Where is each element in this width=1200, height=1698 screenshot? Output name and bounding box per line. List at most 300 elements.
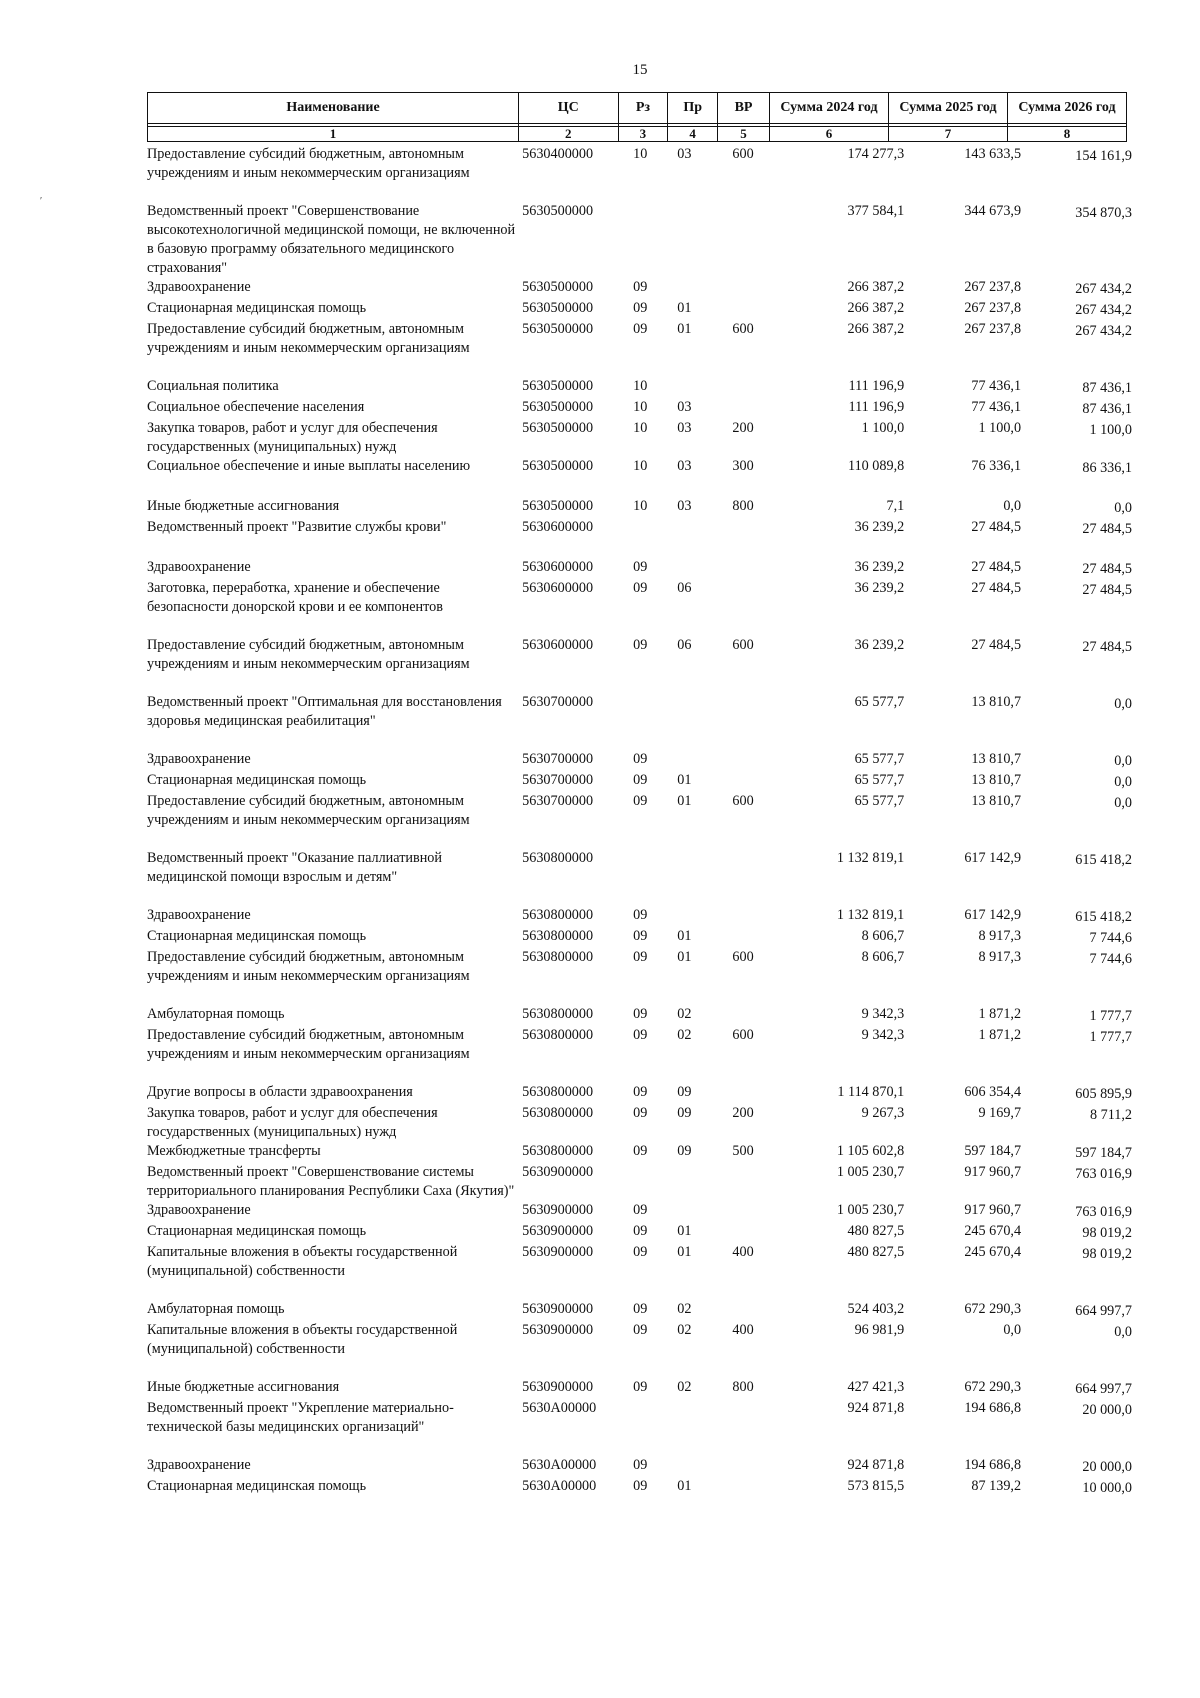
row-pr-code: 01 [677, 793, 692, 809]
row-vr-code: 300 [732, 458, 754, 474]
row-sum-2024: 924 871,8 [847, 1400, 905, 1416]
row-spacer [147, 986, 1132, 1005]
row-name: Ведомственный проект "Укрепление материально-технической базы медицинских организаций" [147, 1400, 454, 1435]
table-row [147, 419, 1132, 457]
row-sum-2026: 763 016,9 [1075, 1204, 1132, 1220]
row-sum-2026: 10 000,0 [1082, 1480, 1132, 1496]
row-pr-code: 03 [677, 420, 692, 436]
row-rz-code: 09 [633, 1457, 648, 1473]
row-sum-2024: 65 577,7 [854, 694, 905, 710]
row-sum-2025: 8 917,3 [978, 949, 1022, 965]
row-pr-code: 03 [677, 498, 692, 514]
row-cs-code: 5630800000 [522, 850, 594, 866]
row-sum-2026: 615 418,2 [1075, 909, 1132, 925]
row-sum-2026: 1 777,7 [1089, 1008, 1132, 1024]
row-name: Стационарная медицинская помощь [147, 300, 367, 316]
row-cs-code: 5630600000 [522, 580, 594, 596]
row-rz-code: 09 [633, 1027, 648, 1043]
row-pr-code: 02 [677, 1006, 692, 1022]
row-cs-code: 5630900000 [522, 1379, 594, 1395]
table-row [147, 579, 1132, 617]
row-rz-code: 09 [633, 1478, 648, 1494]
row-cs-code: 5630500000 [522, 203, 594, 219]
row-sum-2026: 7 744,6 [1089, 951, 1132, 967]
row-sum-2024: 36 239,2 [854, 559, 905, 575]
row-cs-code: 5630900000 [522, 1322, 594, 1338]
table-row [147, 1456, 1132, 1477]
row-pr-code: 03 [677, 146, 692, 162]
row-name: Здравоохранение [147, 1457, 251, 1473]
row-sum-2025: 143 633,5 [964, 146, 1022, 162]
col-number-6: 6 [769, 127, 888, 142]
row-cs-code: 5630800000 [522, 1027, 594, 1043]
col-header-sum-2024: Сумма 2024 год [769, 93, 888, 124]
row-rz-code: 09 [633, 1244, 648, 1260]
table-row [147, 202, 1132, 278]
row-rz-code: 09 [633, 751, 648, 767]
row-sum-2025: 597 184,7 [964, 1143, 1022, 1159]
table-row [147, 1243, 1132, 1281]
row-sum-2024: 1 005 230,7 [836, 1202, 905, 1218]
row-sum-2025: 1 871,2 [978, 1006, 1022, 1022]
row-pr-code: 01 [677, 1244, 692, 1260]
row-cs-code: 5630500000 [522, 420, 594, 436]
table-row [147, 1477, 1132, 1498]
row-sum-2026: 27 484,5 [1082, 639, 1132, 655]
row-sum-2026: 98 019,2 [1082, 1246, 1132, 1262]
row-sum-2024: 480 827,5 [847, 1223, 905, 1239]
row-pr-code: 06 [677, 580, 692, 596]
row-sum-2024: 377 584,1 [847, 203, 905, 219]
row-name: Здравоохранение [147, 751, 251, 767]
row-sum-2025: 77 436,1 [971, 399, 1022, 415]
row-sum-2026: 0,0 [1114, 795, 1132, 811]
row-spacer [147, 1359, 1132, 1378]
row-cs-code: 5630700000 [522, 694, 594, 710]
row-sum-2024: 111 196,9 [848, 378, 905, 394]
row-sum-2025: 87 139,2 [971, 1478, 1022, 1494]
row-sum-2025: 672 290,3 [964, 1301, 1022, 1317]
row-sum-2025: 617 142,9 [964, 907, 1022, 923]
row-cs-code: 5630900000 [522, 1301, 594, 1317]
row-sum-2026: 27 484,5 [1082, 561, 1132, 577]
row-pr-code: 02 [677, 1322, 692, 1338]
row-name: Амбулаторная помощь [147, 1301, 285, 1317]
row-sum-2024: 1 132 819,1 [836, 850, 905, 866]
row-rz-code: 09 [633, 1143, 648, 1159]
row-cs-code: 5630500000 [522, 498, 594, 514]
row-cs-code: 5630400000 [522, 146, 594, 162]
row-sum-2026: 354 870,3 [1075, 205, 1132, 221]
row-sum-2025: 0,0 [1003, 498, 1022, 514]
col-number-2: 2 [519, 127, 619, 142]
col-header-name: Наименование [148, 93, 519, 124]
row-sum-2024: 65 577,7 [854, 772, 905, 788]
row-sum-2026: 98 019,2 [1082, 1225, 1132, 1241]
table-row [147, 558, 1132, 579]
table-row [147, 320, 1132, 358]
row-sum-2024: 266 387,2 [847, 321, 905, 337]
row-cs-code: 5630А00000 [522, 1400, 597, 1416]
row-pr-code: 09 [677, 1143, 692, 1159]
row-pr-code: 06 [677, 637, 692, 653]
table-row [147, 636, 1132, 674]
col-header-sum-2026: Сумма 2026 год [1007, 93, 1126, 124]
row-cs-code: 5630500000 [522, 300, 594, 316]
row-sum-2024: 8 606,7 [861, 949, 905, 965]
row-sum-2026: 267 434,2 [1075, 302, 1132, 318]
row-rz-code: 09 [633, 772, 648, 788]
row-sum-2025: 344 673,9 [964, 203, 1022, 219]
table-row [147, 377, 1132, 398]
row-sum-2026: 20 000,0 [1082, 1459, 1132, 1475]
row-pr-code: 02 [677, 1027, 692, 1043]
row-sum-2025: 245 670,4 [964, 1244, 1022, 1260]
row-spacer [147, 887, 1132, 906]
table-row [147, 299, 1132, 320]
row-sum-2025: 13 810,7 [971, 751, 1022, 767]
row-sum-2024: 9 342,3 [861, 1006, 905, 1022]
row-name: Социальное обеспечение населения [147, 399, 365, 415]
row-vr-code: 800 [732, 498, 754, 514]
table-row [147, 906, 1132, 927]
row-name: Ведомственный проект "Развитие службы крови" [147, 519, 447, 535]
row-rz-code: 10 [633, 420, 648, 436]
row-name: Здравоохранение [147, 279, 251, 295]
table-body [147, 145, 1132, 1498]
row-sum-2025: 76 336,1 [971, 458, 1022, 474]
table-row [147, 849, 1132, 887]
row-sum-2026: 20 000,0 [1082, 1402, 1132, 1418]
col-header-vr: ВР [718, 93, 770, 124]
table-row [147, 1083, 1132, 1104]
row-sum-2024: 65 577,7 [854, 751, 905, 767]
row-sum-2026: 7 744,6 [1089, 930, 1132, 946]
row-sum-2024: 36 239,2 [854, 519, 905, 535]
row-sum-2026: 267 434,2 [1075, 323, 1132, 339]
row-name: Заготовка, переработка, хранение и обеспечение безопасности донорской крови и ее компонентов [147, 580, 443, 615]
row-sum-2024: 266 387,2 [847, 300, 905, 316]
row-cs-code: 5630800000 [522, 949, 594, 965]
row-sum-2026: 0,0 [1114, 1324, 1132, 1340]
row-sum-2024: 924 871,8 [847, 1457, 905, 1473]
table-row [147, 1321, 1132, 1359]
row-rz-code: 09 [633, 1223, 648, 1239]
row-sum-2026: 763 016,9 [1075, 1166, 1132, 1182]
row-sum-2024: 65 577,7 [854, 793, 905, 809]
row-name: Стационарная медицинская помощь [147, 1223, 367, 1239]
row-sum-2024: 573 815,5 [847, 1478, 905, 1494]
row-sum-2026: 267 434,2 [1075, 281, 1132, 297]
row-name: Предоставление субсидий бюджетным, автономным учреждениям и иным некоммерческим организациям [147, 793, 470, 828]
row-sum-2025: 672 290,3 [964, 1379, 1022, 1395]
table-row [147, 927, 1132, 948]
row-name: Здравоохранение [147, 1202, 251, 1218]
row-sum-2025: 0,0 [1003, 1322, 1022, 1338]
row-sum-2025: 267 237,8 [964, 300, 1022, 316]
row-name: Здравоохранение [147, 907, 251, 923]
row-vr-code: 500 [732, 1143, 754, 1159]
row-rz-code: 09 [633, 1202, 648, 1218]
row-pr-code: 03 [677, 399, 692, 415]
row-rz-code: 09 [633, 1084, 648, 1100]
row-spacer [147, 674, 1132, 693]
row-rz-code: 09 [633, 928, 648, 944]
row-pr-code: 01 [677, 1478, 692, 1494]
row-cs-code: 5630800000 [522, 907, 594, 923]
row-sum-2026: 664 997,7 [1075, 1303, 1132, 1319]
row-rz-code: 09 [633, 1105, 648, 1121]
table-row [147, 1222, 1132, 1243]
row-sum-2026: 86 336,1 [1082, 460, 1132, 476]
table-row [147, 518, 1132, 539]
row-cs-code: 5630800000 [522, 1143, 594, 1159]
row-name: Межбюджетные трансферты [147, 1143, 321, 1159]
row-sum-2025: 617 142,9 [964, 850, 1022, 866]
table-row [147, 1005, 1132, 1026]
table-row [147, 1399, 1132, 1437]
row-vr-code: 200 [732, 420, 754, 436]
table-row [147, 948, 1132, 986]
row-sum-2026: 1 777,7 [1089, 1029, 1132, 1045]
row-vr-code: 600 [732, 146, 754, 162]
col-number-3: 3 [618, 127, 668, 142]
row-sum-2026: 87 436,1 [1082, 401, 1132, 417]
row-sum-2024: 1 005 230,7 [836, 1164, 905, 1180]
row-vr-code: 400 [732, 1322, 754, 1338]
row-cs-code: 5630900000 [522, 1164, 594, 1180]
row-sum-2026: 1 100,0 [1089, 422, 1132, 438]
row-name: Ведомственный проект "Совершенствование системы территориального планирования Республики Саха (Якутия)" [147, 1164, 515, 1199]
row-cs-code: 5630900000 [522, 1223, 594, 1239]
row-sum-2025: 917 960,7 [964, 1164, 1022, 1180]
row-sum-2025: 1 100,0 [978, 420, 1022, 436]
row-sum-2024: 524 403,2 [847, 1301, 905, 1317]
row-vr-code: 600 [732, 321, 754, 337]
row-name: Стационарная медицинская помощь [147, 772, 367, 788]
col-header-sum-2025: Сумма 2025 год [888, 93, 1007, 124]
row-cs-code: 5630800000 [522, 1084, 594, 1100]
row-sum-2026: 8 711,2 [1089, 1107, 1132, 1123]
row-sum-2024: 9 342,3 [861, 1027, 905, 1043]
row-name: Иные бюджетные ассигнования [147, 1379, 340, 1395]
row-rz-code: 10 [633, 498, 648, 514]
row-sum-2025: 13 810,7 [971, 694, 1022, 710]
col-number-5: 5 [718, 127, 770, 142]
row-sum-2026: 615 418,2 [1075, 852, 1132, 868]
row-cs-code: 5630700000 [522, 772, 594, 788]
row-rz-code: 10 [633, 458, 648, 474]
row-sum-2024: 427 421,3 [847, 1379, 905, 1395]
row-sum-2026: 0,0 [1114, 753, 1132, 769]
row-rz-code: 09 [633, 300, 648, 316]
row-sum-2025: 27 484,5 [971, 637, 1022, 653]
row-cs-code: 5630900000 [522, 1244, 594, 1260]
row-spacer [147, 539, 1132, 558]
table-row [147, 792, 1132, 830]
row-vr-code: 600 [732, 793, 754, 809]
table-row [147, 145, 1132, 183]
row-cs-code: 5630500000 [522, 458, 594, 474]
row-name: Иные бюджетные ассигнования [147, 498, 340, 514]
row-name: Закупка товаров, работ и услуг для обеспечения государственных (муниципальных) нужд [147, 420, 438, 455]
table-row [147, 398, 1132, 419]
col-header-cs: ЦС [519, 93, 619, 124]
row-pr-code: 03 [677, 458, 692, 474]
row-spacer [147, 358, 1132, 377]
col-number-7: 7 [888, 127, 1007, 142]
row-name: Амбулаторная помощь [147, 1006, 285, 1022]
table-row [147, 1201, 1132, 1222]
row-sum-2024: 7,1 [886, 498, 905, 514]
row-vr-code: 600 [732, 1027, 754, 1043]
row-cs-code: 5630600000 [522, 637, 594, 653]
row-sum-2025: 9 169,7 [978, 1105, 1022, 1121]
table-row [147, 1142, 1132, 1163]
table-row [147, 1104, 1132, 1142]
row-sum-2026: 27 484,5 [1082, 582, 1132, 598]
row-cs-code: 5630900000 [522, 1202, 594, 1218]
row-sum-2026: 0,0 [1114, 774, 1132, 790]
row-pr-code: 01 [677, 928, 692, 944]
table-row [147, 750, 1132, 771]
row-sum-2025: 13 810,7 [971, 772, 1022, 788]
table-row [147, 1378, 1132, 1399]
row-name: Предоставление субсидий бюджетным, автономным учреждениям и иным некоммерческим организациям [147, 1027, 470, 1062]
row-name: Предоставление субсидий бюджетным, автономным учреждениям и иным некоммерческим организациям [147, 949, 470, 984]
row-name: Ведомственный проект "Оптимальная для восстановления здоровья медицинская реабилитация" [147, 694, 502, 729]
row-name: Социальная политика [147, 378, 279, 394]
row-spacer [147, 731, 1132, 750]
row-sum-2025: 267 237,8 [964, 279, 1022, 295]
row-rz-code: 09 [633, 580, 648, 596]
row-spacer [147, 183, 1132, 202]
row-pr-code: 09 [677, 1105, 692, 1121]
row-sum-2026: 597 184,7 [1075, 1145, 1132, 1161]
row-pr-code: 01 [677, 321, 692, 337]
row-cs-code: 5630600000 [522, 519, 594, 535]
row-name: Предоставление субсидий бюджетным, автономным учреждениям и иным некоммерческим организациям [147, 321, 470, 356]
row-sum-2024: 174 277,3 [847, 146, 905, 162]
row-sum-2025: 245 670,4 [964, 1223, 1022, 1239]
row-sum-2024: 1 132 819,1 [836, 907, 905, 923]
table-row [147, 771, 1132, 792]
row-spacer [147, 830, 1132, 849]
row-rz-code: 09 [633, 321, 648, 337]
row-name: Капитальные вложения в объекты государственной (муниципальной) собственности [147, 1244, 458, 1279]
row-cs-code: 5630А00000 [522, 1457, 597, 1473]
row-pr-code: 01 [677, 1223, 692, 1239]
row-sum-2026: 664 997,7 [1075, 1381, 1132, 1397]
row-name: Предоставление субсидий бюджетным, автономным учреждениям и иным некоммерческим организациям [147, 637, 470, 672]
row-sum-2026: 87 436,1 [1082, 380, 1132, 396]
row-sum-2024: 36 239,2 [854, 580, 905, 596]
row-rz-code: 09 [633, 1006, 648, 1022]
col-header-rz: Рз [618, 93, 668, 124]
col-number-1: 1 [148, 127, 519, 142]
row-spacer [147, 478, 1132, 497]
row-name: Социальное обеспечение и иные выплаты населению [147, 458, 471, 474]
row-cs-code: 5630700000 [522, 751, 594, 767]
row-sum-2024: 480 827,5 [847, 1244, 905, 1260]
row-sum-2024: 9 267,3 [861, 1105, 905, 1121]
row-cs-code: 5630500000 [522, 279, 594, 295]
table-row [147, 693, 1132, 731]
row-rz-code: 10 [633, 146, 648, 162]
table-row [147, 1300, 1132, 1321]
row-sum-2026: 605 895,9 [1075, 1086, 1132, 1102]
row-spacer [147, 1064, 1132, 1083]
table-row [147, 1026, 1132, 1064]
row-cs-code: 5630600000 [522, 559, 594, 575]
row-name: Здравоохранение [147, 559, 251, 575]
row-sum-2025: 194 686,8 [964, 1457, 1022, 1473]
row-sum-2024: 36 239,2 [854, 637, 905, 653]
row-cs-code: 5630800000 [522, 928, 594, 944]
row-pr-code: 09 [677, 1084, 692, 1100]
row-sum-2024: 1 105 602,8 [836, 1143, 905, 1159]
page-number: 15 [632, 62, 648, 78]
row-vr-code: 200 [732, 1105, 754, 1121]
row-vr-code: 800 [732, 1379, 754, 1395]
row-name: Капитальные вложения в объекты государственной (муниципальной) собственности [147, 1322, 458, 1357]
row-cs-code: 5630А00000 [522, 1478, 597, 1494]
row-sum-2025: 194 686,8 [964, 1400, 1022, 1416]
row-vr-code: 400 [732, 1244, 754, 1260]
row-rz-code: 09 [633, 793, 648, 809]
row-sum-2024: 111 196,9 [848, 399, 905, 415]
row-name: Ведомственный проект "Оказание паллиативной медицинской помощи взрослым и детям" [147, 850, 442, 885]
row-sum-2025: 606 354,4 [964, 1084, 1022, 1100]
col-number-8: 8 [1007, 127, 1126, 142]
row-rz-code: 09 [633, 637, 648, 653]
row-sum-2025: 77 436,1 [971, 378, 1022, 394]
row-sum-2025: 1 871,2 [978, 1027, 1022, 1043]
row-name: Стационарная медицинская помощь [147, 1478, 367, 1494]
row-rz-code: 09 [633, 907, 648, 923]
row-sum-2025: 8 917,3 [978, 928, 1022, 944]
row-sum-2024: 96 981,9 [854, 1322, 905, 1338]
row-name: Предоставление субсидий бюджетным, автономным учреждениям и иным некоммерческим организациям [147, 146, 470, 181]
row-rz-code: 10 [633, 399, 648, 415]
row-rz-code: 09 [633, 1322, 648, 1338]
row-sum-2026: 0,0 [1114, 500, 1132, 516]
row-pr-code: 01 [677, 772, 692, 788]
scan-speck: ʹ [40, 196, 43, 207]
row-pr-code: 02 [677, 1379, 692, 1395]
row-cs-code: 5630500000 [522, 321, 594, 337]
row-rz-code: 09 [633, 949, 648, 965]
row-rz-code: 09 [633, 279, 648, 295]
col-header-pr: Пр [668, 93, 718, 124]
row-sum-2024: 266 387,2 [847, 279, 905, 295]
row-pr-code: 02 [677, 1301, 692, 1317]
row-sum-2025: 27 484,5 [971, 559, 1022, 575]
col-number-4: 4 [668, 127, 718, 142]
row-cs-code: 5630800000 [522, 1105, 594, 1121]
row-sum-2025: 917 960,7 [964, 1202, 1022, 1218]
row-sum-2025: 27 484,5 [971, 580, 1022, 596]
row-name: Стационарная медицинская помощь [147, 928, 367, 944]
row-vr-code: 600 [732, 637, 754, 653]
row-spacer [147, 1437, 1132, 1456]
row-sum-2025: 27 484,5 [971, 519, 1022, 535]
row-pr-code: 01 [677, 949, 692, 965]
table-row [147, 457, 1132, 478]
row-name: Закупка товаров, работ и услуг для обеспечения государственных (муниципальных) нужд [147, 1105, 438, 1140]
row-cs-code: 5630500000 [522, 378, 594, 394]
row-sum-2024: 1 100,0 [861, 420, 905, 436]
